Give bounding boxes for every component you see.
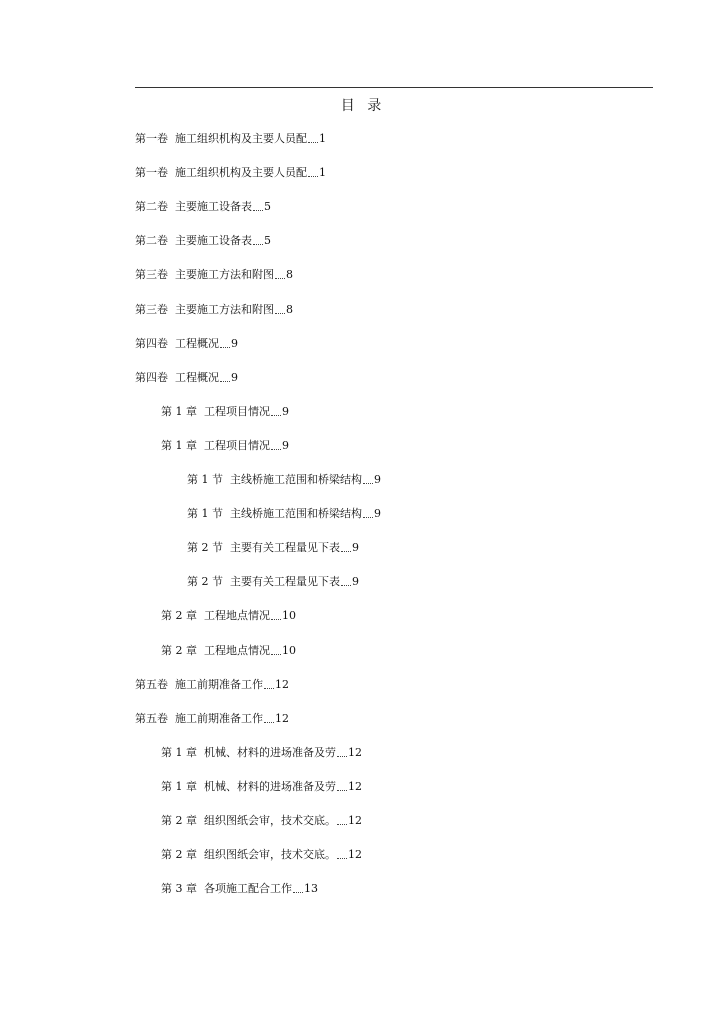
toc-entry-title: 主要施工方法和附图 bbox=[175, 303, 274, 316]
toc-page-number: 8 bbox=[286, 303, 293, 316]
toc-dot-leader bbox=[293, 892, 303, 893]
toc-entry-title: 组织图纸会审，技术交底。 bbox=[204, 814, 336, 827]
toc-entry-title: 主要施工设备表 bbox=[175, 234, 252, 247]
toc-entry-number: 第四卷 bbox=[135, 371, 168, 384]
toc-dot-leader bbox=[308, 176, 318, 177]
toc-page-number: 5 bbox=[264, 200, 271, 213]
toc-entry-number: 第 1 章 bbox=[161, 780, 197, 793]
toc-entry-number: 第五卷 bbox=[135, 678, 168, 691]
toc-page-number: 9 bbox=[231, 337, 238, 350]
toc-entry-title: 施工组织机构及主要人员配 bbox=[175, 166, 307, 179]
toc-page-number: 10 bbox=[282, 609, 296, 622]
toc-entry-number: 第 1 节 bbox=[187, 507, 223, 520]
toc-entry-number: 第二卷 bbox=[135, 234, 168, 247]
toc-page-number: 9 bbox=[374, 473, 381, 486]
toc-entry-title: 主要有关工程量见下表 bbox=[230, 575, 340, 588]
toc-entry-number: 第 1 章 bbox=[161, 746, 197, 759]
toc-dot-leader bbox=[341, 551, 351, 552]
toc-dot-leader bbox=[337, 790, 347, 791]
toc-entry-title: 各项施工配合工作 bbox=[204, 882, 292, 895]
toc-entry-number: 第 1 章 bbox=[161, 405, 197, 418]
toc-entry-number: 第二卷 bbox=[135, 200, 168, 213]
toc-page-number: 9 bbox=[352, 575, 359, 588]
toc-entry-number: 第五卷 bbox=[135, 712, 168, 725]
toc-entry-number: 第 2 章 bbox=[161, 814, 197, 827]
toc-entry-title: 工程地点情况 bbox=[204, 644, 270, 657]
toc-entry-number: 第 1 节 bbox=[187, 473, 223, 486]
toc-dot-leader bbox=[341, 585, 351, 586]
toc-dot-leader bbox=[220, 347, 230, 348]
toc-entry-title: 工程地点情况 bbox=[204, 609, 270, 622]
toc-entry-number: 第三卷 bbox=[135, 268, 168, 281]
toc-dot-leader bbox=[275, 313, 285, 314]
toc-dot-leader bbox=[271, 619, 281, 620]
toc-page-number: 12 bbox=[348, 814, 362, 827]
toc-entry-title: 组织图纸会审，技术交底。 bbox=[204, 848, 336, 861]
toc-entry-title: 主线桥施工范围和桥梁结构 bbox=[230, 507, 362, 520]
toc-dot-leader bbox=[253, 244, 263, 245]
toc-dot-leader bbox=[253, 210, 263, 211]
toc-dot-leader bbox=[363, 483, 373, 484]
toc-page-number: 12 bbox=[348, 780, 362, 793]
toc-dot-leader bbox=[264, 722, 274, 723]
toc-entry-title: 机械、材料的进场准备及劳 bbox=[204, 746, 336, 759]
toc-entry-number: 第一卷 bbox=[135, 132, 168, 145]
header-rule bbox=[135, 87, 653, 88]
toc-dot-leader bbox=[337, 756, 347, 757]
toc-entry-number: 第 2 章 bbox=[161, 644, 197, 657]
toc-page-number: 12 bbox=[275, 678, 289, 691]
toc-entry-title: 施工组织机构及主要人员配 bbox=[175, 132, 307, 145]
toc-dot-leader bbox=[275, 278, 285, 279]
toc-page-number: 10 bbox=[282, 644, 296, 657]
toc-page-number: 12 bbox=[348, 746, 362, 759]
toc-dot-leader bbox=[220, 381, 230, 382]
toc-page-number: 9 bbox=[352, 541, 359, 554]
toc-entry-number: 第 2 节 bbox=[187, 541, 223, 554]
toc-dot-leader bbox=[271, 449, 281, 450]
toc-page-number: 13 bbox=[304, 882, 318, 895]
toc-dot-leader bbox=[308, 142, 318, 143]
toc-page-number: 9 bbox=[282, 439, 289, 452]
toc-entry-title: 施工前期准备工作 bbox=[175, 712, 263, 725]
toc-entry-number: 第 2 章 bbox=[161, 609, 197, 622]
toc-dot-leader bbox=[271, 415, 281, 416]
toc-dot-leader bbox=[337, 858, 347, 859]
toc-entry-title: 工程项目情况 bbox=[204, 405, 270, 418]
toc-entry-number: 第 2 节 bbox=[187, 575, 223, 588]
toc-entry-title: 主要施工设备表 bbox=[175, 200, 252, 213]
toc-entry-number: 第四卷 bbox=[135, 337, 168, 350]
toc-page-number: 12 bbox=[275, 712, 289, 725]
toc-dot-leader bbox=[271, 654, 281, 655]
toc-page-number: 9 bbox=[231, 371, 238, 384]
toc-entry-title: 工程项目情况 bbox=[204, 439, 270, 452]
toc-entry-number: 第 1 章 bbox=[161, 439, 197, 452]
toc-entry-number: 第三卷 bbox=[135, 303, 168, 316]
toc-page-number: 5 bbox=[264, 234, 271, 247]
toc-entry-title: 主要施工方法和附图 bbox=[175, 268, 274, 281]
toc-entry-number: 第 3 章 bbox=[161, 882, 197, 895]
toc-page-number: 9 bbox=[374, 507, 381, 520]
toc-entry-number: 第一卷 bbox=[135, 166, 168, 179]
toc-dot-leader bbox=[264, 688, 274, 689]
toc-entry-number: 第 2 章 bbox=[161, 848, 197, 861]
toc-entry-title: 工程概况 bbox=[175, 337, 219, 350]
toc-page-number: 1 bbox=[319, 166, 326, 179]
toc-entry-title: 主要有关工程量见下表 bbox=[230, 541, 340, 554]
toc-dot-leader bbox=[363, 517, 373, 518]
toc-entry-title: 机械、材料的进场准备及劳 bbox=[204, 780, 336, 793]
toc-title: 目 录 bbox=[340, 98, 386, 114]
toc-page-number: 1 bbox=[319, 132, 326, 145]
toc-page-number: 12 bbox=[348, 848, 362, 861]
toc-entry-title: 施工前期准备工作 bbox=[175, 678, 263, 691]
toc-entry-title: 主线桥施工范围和桥梁结构 bbox=[230, 473, 362, 486]
toc-page-number: 9 bbox=[282, 405, 289, 418]
toc-page-number: 8 bbox=[286, 268, 293, 281]
toc-entry-title: 工程概况 bbox=[175, 371, 219, 384]
toc-dot-leader bbox=[337, 824, 347, 825]
